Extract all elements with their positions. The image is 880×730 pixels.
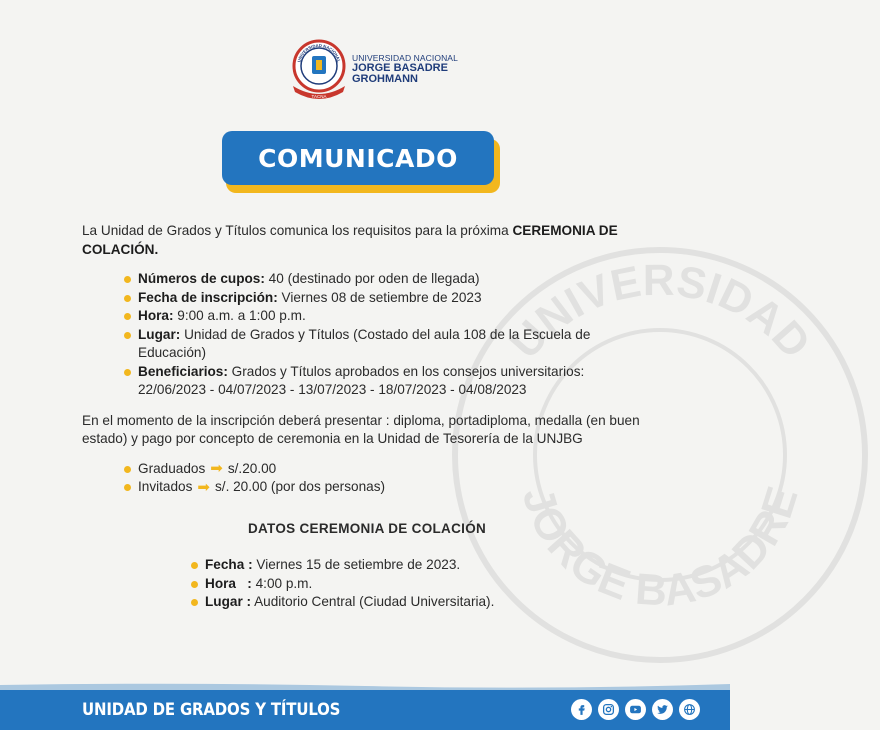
list-item — [122, 270, 652, 289]
item-label: Hora: — [138, 308, 174, 323]
twitter-icon[interactable] — [652, 699, 673, 720]
footer-bar — [0, 690, 730, 730]
item-label: Lugar: — [138, 326, 181, 342]
title-banner — [222, 131, 500, 195]
item-label: Números de cupos: — [138, 271, 265, 286]
web-icon[interactable] — [679, 699, 700, 720]
university-name-line2: JORGE BASADRE — [352, 61, 448, 74]
list-item — [189, 556, 652, 575]
fee-value: s/.20.00 — [227, 460, 277, 476]
watermark-top-text: UNIVERSIDAD — [500, 255, 820, 368]
item-value: Viernes 15 de setiembre de 2023. — [252, 557, 461, 572]
facebook-icon[interactable] — [571, 699, 592, 720]
list-item — [122, 363, 652, 400]
requirements-list — [122, 270, 652, 400]
item-value: Auditorio Central (Ciudad Universitaria). — [251, 594, 495, 609]
fee-label: Graduados — [138, 460, 206, 476]
announcement-body — [82, 222, 652, 612]
item-label: Beneficiarios: — [138, 363, 228, 379]
social-links — [571, 699, 700, 720]
ceremony-section-title: DATOS CEREMONIA DE COLACIÓN — [247, 520, 487, 536]
fees-list — [122, 460, 652, 497]
list-item — [122, 478, 652, 497]
banner-box — [222, 131, 494, 185]
item-value: 40 (destinado por oden de llegada) — [264, 271, 480, 286]
list-item — [122, 307, 652, 326]
youtube-icon[interactable] — [625, 699, 646, 720]
list-item — [189, 575, 652, 594]
item-label: Lugar : — [205, 594, 252, 609]
instagram-icon[interactable] — [598, 699, 619, 720]
watermark-middle-text: JORGE BASADRE — [512, 481, 808, 616]
item-value: 4:00 p.m. — [251, 575, 313, 591]
page-title: COMUNICADO — [258, 143, 458, 173]
registration-paragraph: En el momento de la inscripción deberá presentar : diploma, portadiploma, medalla (en buen estado) y pago por concepto de ceremonia en la Unidad de Tesorería de la UNJBG — [82, 412, 640, 446]
item-value: Grados y Títulos aprobados en los consejos universitarios: 22/06/2023 - 04/07/2023 - 13/07/2023 - 18/07/2023 - 04/08/2023 — [138, 363, 585, 397]
university-name-line3: GROHMANN — [352, 73, 418, 86]
intro-bold: CEREMONIA DE COLACIÓN. — [82, 223, 618, 257]
list-item — [122, 460, 652, 479]
intro-text: La Unidad de Grados y Títulos comunica los requisitos para la próxima — [82, 223, 513, 238]
item-value: Unidad de Grados y Títulos (Costado del aula 108 de la Escuela de Educación) — [138, 326, 591, 360]
ceremony-list — [189, 556, 652, 612]
university-name-line1: UNIVERSIDAD NACIONAL — [352, 52, 458, 63]
item-label: Fecha : — [205, 557, 253, 572]
seal-top-text: UNIVERSIDAD NACIONAL — [296, 42, 342, 63]
footer-accent-wave — [0, 682, 730, 690]
fee-label: Invitados — [138, 479, 193, 494]
arrow-right-icon: ➡ — [197, 478, 210, 496]
fee-value: s/. 20.00 (por dos personas) — [215, 479, 386, 494]
intro-paragraph — [82, 222, 652, 259]
university-seal-icon — [290, 36, 348, 104]
item-value: Viernes 08 de setiembre de 2023 — [277, 289, 482, 305]
item-label: Fecha de inscripción: — [138, 289, 278, 305]
arrow-right-icon: ➡ — [210, 460, 223, 478]
list-item — [122, 289, 652, 308]
list-item — [189, 593, 652, 612]
footer-title: UNIDAD DE GRADOS Y TÍTULOS — [82, 700, 341, 720]
item-value: 9:00 a.m. a 1:00 p.m. — [173, 308, 306, 323]
seal-city-text: TACNA — [311, 94, 327, 99]
university-logo — [290, 36, 458, 104]
list-item — [122, 326, 652, 363]
item-label: Hora : — [205, 575, 252, 591]
